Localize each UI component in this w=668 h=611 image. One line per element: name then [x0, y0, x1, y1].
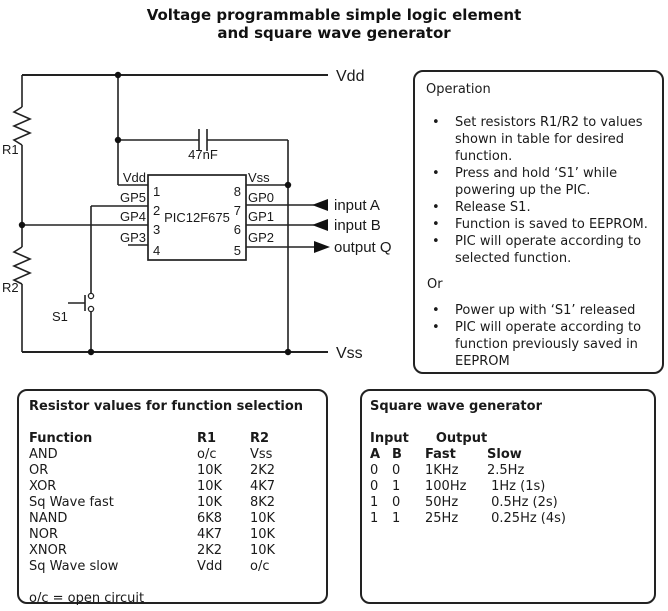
resistor-r2-symbol	[14, 247, 30, 284]
open-circuit-footnote: o/c = open circuit	[29, 591, 145, 606]
bullet-icon: •	[432, 200, 440, 215]
pin-number-3: 3	[153, 222, 161, 237]
input-b-label: input B	[334, 217, 381, 234]
table-cell: 4K7	[250, 479, 276, 494]
chip-label: PIC12F675	[164, 210, 230, 225]
vdd-rail-label: Vdd	[336, 68, 365, 85]
output-q-arrow-icon	[314, 241, 330, 253]
input-a-label: input A	[334, 197, 380, 214]
table-cell: 50Hz	[425, 495, 459, 510]
vss-rail-label: Vss	[336, 345, 363, 362]
square-wave-title: Square wave generator	[370, 399, 542, 414]
input-a-arrow-icon	[312, 199, 328, 211]
bullet-icon: •	[432, 115, 440, 130]
bullet-icon: •	[432, 320, 440, 335]
table-cell: OR	[29, 463, 49, 478]
table-cell: Sq Wave slow	[29, 559, 119, 574]
table-cell: 10K	[197, 463, 223, 478]
table-cell: 10K	[197, 479, 223, 494]
pin-number-4: 4	[153, 243, 161, 258]
table-cell: 0	[392, 495, 401, 510]
pin-label-gp1: GP1	[248, 209, 275, 224]
table-cell: 0	[370, 479, 379, 494]
operation-title: Operation	[426, 82, 491, 97]
group-header-input: Input	[370, 431, 409, 446]
table-cell: 10K	[250, 543, 276, 558]
table-cell: 1	[392, 479, 401, 494]
s1-label: S1	[52, 309, 68, 324]
circuit-schematic	[0, 55, 410, 385]
table-cell: 4K7	[197, 527, 223, 542]
square-wave-table	[370, 447, 644, 527]
column-header-fast: Fast	[425, 447, 456, 462]
operation-bullet: • Press and hold ‘S1’ while powering up the PIC.	[426, 165, 652, 199]
pin-number-6: 6	[233, 222, 241, 237]
square-wave-group-headers	[370, 431, 644, 447]
resistor-r1-symbol	[14, 107, 30, 145]
pin-label-gp4: GP4	[119, 209, 146, 224]
table-cell: o/c	[250, 559, 270, 574]
output-q-label: output Q	[334, 239, 392, 256]
table-cell: Vss	[250, 447, 273, 462]
operation-bullet: • Function is saved to EEPROM.	[426, 216, 652, 233]
table-cell: 10K	[197, 495, 223, 510]
pin-number-5: 5	[233, 243, 241, 258]
table-cell: 8K2	[250, 495, 276, 510]
resistor-values-panel	[17, 389, 328, 604]
bullet-icon: •	[432, 217, 440, 232]
table-cell: 10K	[250, 511, 276, 526]
pin-label-gp0: GP0	[248, 190, 275, 205]
table-cell: 0	[392, 463, 401, 478]
column-header-b: B	[392, 447, 402, 462]
column-header-r2: R2	[250, 431, 270, 446]
table-cell: Vdd	[197, 559, 223, 574]
table-cell: XNOR	[29, 543, 67, 558]
pin-number-1: 1	[153, 184, 161, 199]
table-cell: 0	[370, 463, 379, 478]
column-header-a: A	[370, 447, 381, 462]
pin-number-2: 2	[153, 203, 161, 218]
square-wave-panel	[360, 389, 656, 604]
operation-or-label: Or	[427, 277, 443, 292]
table-cell: 2.5Hz	[487, 463, 525, 478]
table-cell: 0.5Hz (2s)	[487, 495, 558, 510]
table-cell: 100Hz	[425, 479, 467, 494]
column-header-slow: Slow	[487, 447, 522, 462]
operation-panel	[413, 70, 664, 374]
operation-bullet: • PIC will operate according to selected function.	[426, 233, 652, 267]
operation-bullet: • PIC will operate according to function previously saved in EEPROM	[426, 319, 652, 370]
title-line-1: Voltage programmable simple logic element	[146, 6, 522, 24]
column-header-function: Function	[29, 431, 93, 446]
input-b-arrow-icon	[312, 219, 328, 231]
table-cell: XOR	[29, 479, 57, 494]
resistor-table	[29, 431, 316, 575]
table-cell: 1	[370, 495, 379, 510]
table-cell: Sq Wave fast	[29, 495, 114, 510]
table-cell: 6K8	[197, 511, 223, 526]
resistor-divider-branch	[14, 75, 30, 352]
bullet-icon: •	[432, 166, 440, 181]
table-cell: 0.25Hz (4s)	[487, 511, 566, 526]
table-cell: o/c	[197, 447, 217, 462]
title-line-2: and square wave generator	[217, 24, 451, 42]
pin-label-vdd: Vdd	[122, 170, 146, 185]
table-cell: 1KHz	[425, 463, 459, 478]
table-cell: 2K2	[197, 543, 223, 558]
table-cell: NOR	[29, 527, 58, 542]
pin-label-gp2: GP2	[248, 230, 275, 245]
table-cell: 10K	[250, 527, 276, 542]
operation-bullet: • Set resistors R1/R2 to values shown in table for desired function.	[426, 114, 652, 165]
capacitor-value-label: 47nF	[188, 147, 218, 162]
pin-number-8: 8	[233, 184, 241, 199]
r1-label: R1	[2, 142, 19, 157]
table-cell: 2K2	[250, 463, 276, 478]
resistor-table-title: Resistor values for function selection	[29, 399, 304, 414]
bullet-icon: •	[432, 303, 440, 318]
pin-label-gp3: GP3	[119, 230, 146, 245]
pin-label-vss: Vss	[248, 170, 270, 185]
r2-label: R2	[2, 280, 19, 295]
table-cell: 25Hz	[425, 511, 459, 526]
column-header-r1: R1	[197, 431, 217, 446]
operation-bullet: • Power up with ‘S1’ released	[426, 302, 652, 319]
page-title	[0, 6, 668, 42]
table-cell: 1	[392, 511, 401, 526]
pin-label-gp5: GP5	[119, 190, 146, 205]
switch-s1-symbol	[68, 293, 94, 352]
table-cell: NAND	[29, 511, 68, 526]
table-cell: AND	[29, 447, 58, 462]
operation-bullet: • Release S1.	[426, 199, 652, 216]
group-header-output: Output	[435, 431, 488, 446]
table-cell: 1	[370, 511, 379, 526]
table-cell: 1Hz (1s)	[487, 479, 546, 494]
bullet-icon: •	[432, 234, 440, 249]
pin-number-7: 7	[233, 203, 241, 218]
